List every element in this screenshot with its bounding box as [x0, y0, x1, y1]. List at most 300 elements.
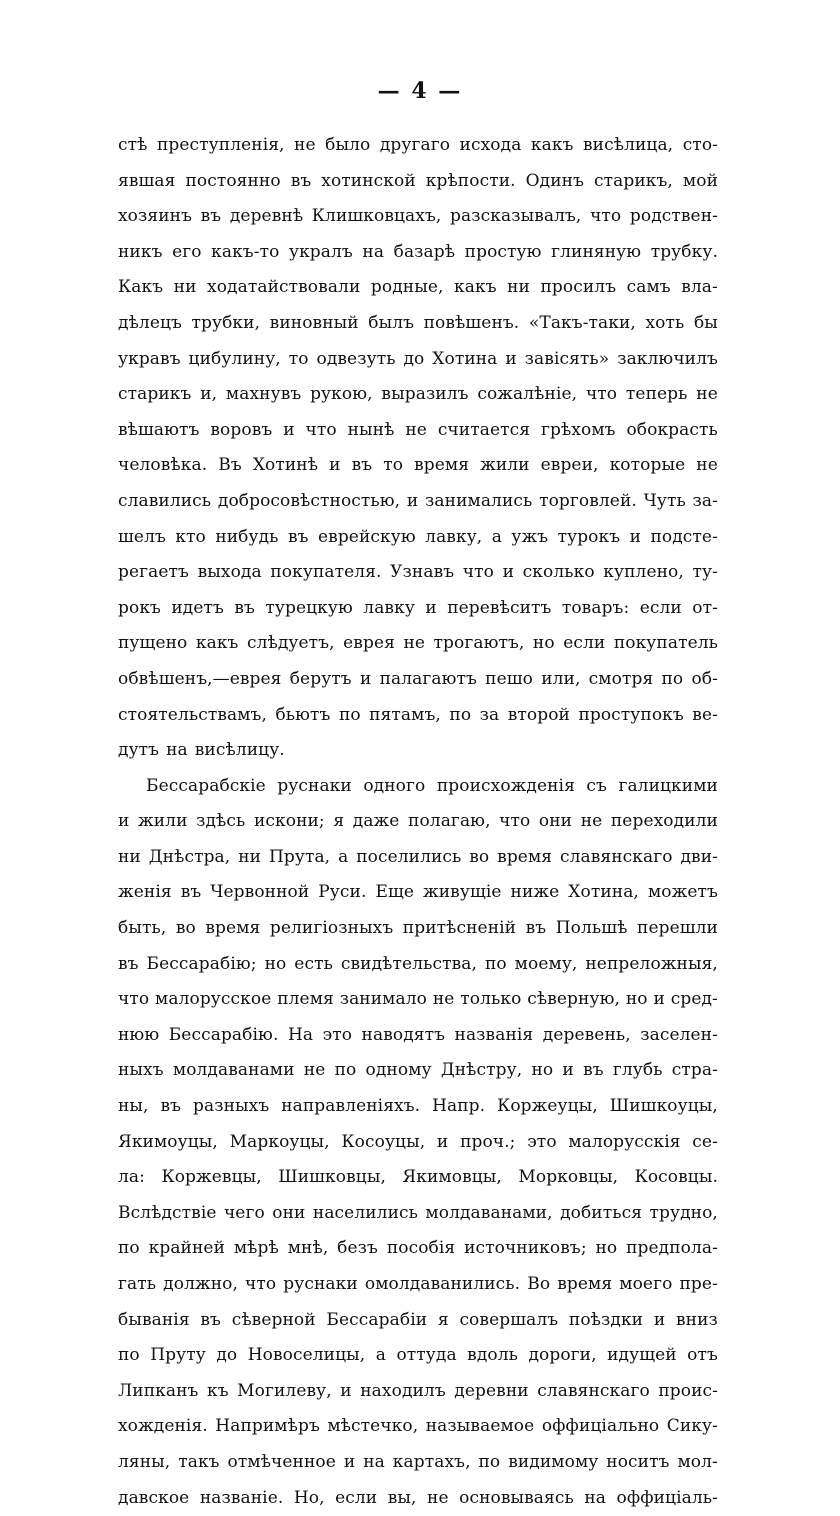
- text-line: [118, 270, 718, 306]
- text-word: и: [562, 1060, 574, 1081]
- text-word: выразилъ: [381, 384, 469, 405]
- text-word: хожденія.: [118, 1416, 208, 1437]
- text-word: вдоль: [467, 1345, 518, 1366]
- text-line: [118, 555, 718, 591]
- text-word: рокъ: [118, 597, 161, 618]
- text-word: сѣверной: [231, 1309, 316, 1330]
- text-word: глиняную: [551, 241, 642, 262]
- text-word: Хотина: [432, 348, 498, 369]
- text-word: базарѣ: [393, 241, 456, 262]
- text-word: мой: [682, 170, 718, 191]
- text-word: и: [505, 348, 517, 369]
- text-word: разныхъ: [193, 1096, 270, 1117]
- text-word: Какъ: [118, 277, 164, 298]
- text-word: носитъ: [606, 1451, 670, 1472]
- text-line: [118, 947, 718, 983]
- text-word: Липканъ: [118, 1380, 199, 1401]
- text-word: проч.;: [460, 1131, 516, 1152]
- text-word: кто: [175, 526, 206, 547]
- text-word: находилъ: [360, 1380, 446, 1401]
- text-word: то: [288, 348, 309, 369]
- text-word: и,: [200, 384, 218, 405]
- text-word: это: [322, 1024, 353, 1045]
- text-word: славянскаго: [560, 846, 673, 867]
- text-line: [118, 306, 718, 342]
- text-word: если: [639, 597, 682, 618]
- text-word: пре-: [679, 1274, 718, 1294]
- text-word: оттуда: [396, 1345, 457, 1366]
- text-word: въ: [351, 455, 373, 476]
- text-word: а: [491, 526, 502, 547]
- text-word: покупателя.: [270, 562, 382, 583]
- text-word: висѣлица,: [583, 135, 674, 155]
- text-word: въ: [583, 1060, 604, 1081]
- text-word: нюю: [118, 1024, 160, 1045]
- text-word: Бессарабскіе: [146, 775, 266, 796]
- text-word: куплено,: [603, 562, 684, 583]
- text-word: Могилеву,: [237, 1380, 332, 1401]
- text-word: мол-: [677, 1451, 718, 1472]
- text-word: по: [338, 704, 361, 725]
- text-word: такъ: [178, 1451, 220, 1472]
- text-word: женія: [118, 882, 172, 903]
- text-word: се-: [692, 1131, 718, 1152]
- text-word: поселились: [356, 846, 462, 867]
- text-word: ниже: [510, 882, 560, 903]
- text-word: дутъ: [118, 740, 160, 761]
- text-line: [118, 1018, 718, 1054]
- text-word: берутъ: [289, 668, 352, 689]
- text-word: что: [305, 419, 337, 440]
- text-word: вы,: [387, 1487, 417, 1508]
- text-word: на: [362, 241, 385, 262]
- text-word: и: [118, 811, 130, 832]
- text-word: отъ: [687, 1345, 718, 1366]
- text-word: направленіяхъ.: [281, 1096, 421, 1117]
- text-word: просилъ: [540, 277, 617, 298]
- text-word: по: [334, 1060, 357, 1081]
- text-word: стра-: [671, 1060, 718, 1081]
- text-word: по: [118, 1238, 140, 1259]
- text-line: [118, 1196, 718, 1232]
- text-word: Напр.: [432, 1096, 486, 1117]
- text-word: Одинъ: [525, 170, 585, 191]
- text-word: въ: [234, 597, 255, 618]
- text-word: ныхъ: [118, 1060, 164, 1081]
- text-word: преступленія,: [156, 135, 285, 155]
- text-word: перешли: [637, 918, 718, 939]
- text-word: было: [325, 135, 371, 155]
- text-word: Морковцы,: [518, 1167, 619, 1188]
- text-word: время: [557, 1274, 613, 1294]
- text-word: Чуть: [643, 490, 686, 511]
- text-word: но: [531, 1060, 554, 1081]
- text-word: трубку.: [650, 241, 718, 262]
- text-line: [118, 804, 718, 840]
- body-text: [118, 128, 718, 1516]
- text-word: Коржевцы,: [161, 1167, 262, 1188]
- text-word: за: [479, 704, 500, 725]
- text-word: Во: [527, 1274, 551, 1294]
- text-word: перевѣситъ: [447, 597, 552, 618]
- text-line: [118, 591, 718, 627]
- text-word: ужъ: [511, 526, 549, 547]
- text-word: и: [653, 1309, 666, 1330]
- text-word: занимались: [425, 490, 533, 511]
- text-word: молдаванами,: [425, 1202, 553, 1223]
- text-word: по: [118, 1345, 140, 1366]
- text-word: и: [359, 668, 372, 689]
- text-line: [118, 235, 718, 271]
- text-word: проступокъ: [578, 704, 684, 725]
- text-word: Пруту: [150, 1345, 206, 1366]
- text-word: въ: [290, 170, 312, 191]
- text-word: ни: [507, 277, 530, 298]
- text-word: что: [245, 1274, 277, 1294]
- text-line: [118, 1445, 718, 1481]
- text-word: переходили: [610, 811, 718, 832]
- text-word: и: [283, 419, 295, 440]
- text-word: пятамъ,: [369, 704, 441, 725]
- text-word: время: [205, 918, 261, 939]
- text-word: явшая: [118, 170, 176, 191]
- text-word: Руси.: [318, 882, 367, 903]
- text-word: время: [497, 846, 553, 867]
- text-word: сожалѣніе,: [477, 384, 578, 405]
- text-line: [118, 769, 718, 805]
- text-line: [118, 1409, 718, 1445]
- text-word: стѣ: [118, 135, 148, 155]
- text-word: старикъ,: [594, 170, 673, 191]
- text-word: и: [629, 526, 642, 547]
- text-word: пособія: [386, 1238, 456, 1259]
- text-word: не: [696, 455, 718, 476]
- text-word: сколько: [522, 562, 595, 583]
- text-line: [118, 1303, 718, 1339]
- text-word: галицкими: [618, 775, 718, 796]
- text-word: за-: [692, 490, 718, 511]
- text-word: но: [625, 989, 648, 1010]
- text-word: что: [499, 811, 531, 832]
- text-word: ве-: [692, 704, 718, 725]
- text-word: Шишкоуцы,: [609, 1096, 718, 1117]
- text-word: деревнѣ: [229, 206, 304, 227]
- text-word: и: [653, 989, 665, 1010]
- text-word: на: [363, 1451, 385, 1472]
- text-word: совершалъ: [459, 1309, 559, 1330]
- text-word: мнѣ,: [287, 1238, 329, 1259]
- text-word: ни: [238, 846, 262, 867]
- text-word: заключилъ: [617, 348, 718, 369]
- text-word: руснаки: [283, 1274, 358, 1294]
- text-word: гать: [118, 1274, 157, 1294]
- text-word: Но,: [293, 1487, 325, 1508]
- text-word: не: [303, 1060, 326, 1081]
- text-word: ту-: [692, 562, 718, 583]
- text-word: я: [437, 1309, 449, 1330]
- text-word: по: [661, 668, 684, 689]
- text-line: [118, 733, 718, 769]
- text-word: нибудь: [215, 526, 279, 547]
- text-line: [118, 982, 718, 1018]
- text-line: [118, 484, 718, 520]
- text-word: Польшѣ: [555, 918, 628, 939]
- text-word: торговлей.: [539, 490, 637, 511]
- text-word: Маркоуцы,: [229, 1131, 330, 1152]
- text-word: проис-: [658, 1380, 718, 1401]
- text-word: евреи,: [540, 455, 599, 476]
- text-line: [118, 1481, 718, 1516]
- text-word: въ: [287, 526, 309, 547]
- text-word: лавку: [363, 597, 415, 618]
- text-word: нынѣ: [347, 419, 395, 440]
- text-word: по: [478, 1451, 501, 1472]
- text-word: оффиціально: [541, 1416, 660, 1437]
- text-word: руснаки: [277, 775, 352, 796]
- text-word: «Такъ-таки,: [528, 312, 636, 333]
- text-line: [118, 626, 718, 662]
- text-word: какъ: [530, 135, 574, 155]
- text-word: полагаю,: [408, 811, 491, 832]
- text-word: славились: [118, 490, 212, 511]
- text-word: Въ: [218, 455, 242, 476]
- text-word: до: [216, 1345, 238, 1366]
- text-word: еврея: [343, 633, 395, 654]
- text-word: и: [425, 597, 437, 618]
- text-word: турецкую: [265, 597, 353, 618]
- text-word: Якимовцы,: [402, 1167, 502, 1188]
- text-word: съ: [586, 775, 607, 796]
- text-word: идетъ: [171, 597, 224, 618]
- text-word: не: [580, 811, 603, 832]
- text-word: дви-: [680, 846, 718, 867]
- text-word: основываясь: [459, 1487, 574, 1508]
- text-word: второй: [507, 704, 570, 725]
- text-word: обокрасть: [626, 419, 718, 440]
- text-word: исхода: [459, 135, 522, 155]
- text-word: но: [532, 633, 555, 654]
- text-word: добросовѣстностью,: [217, 490, 401, 511]
- text-word: повѣшенъ.: [423, 312, 520, 333]
- text-word: ни: [173, 277, 197, 298]
- text-word: турокъ: [557, 526, 621, 547]
- text-word: шелъ: [118, 526, 166, 547]
- text-word: сред-: [670, 989, 718, 1010]
- text-word: только: [460, 989, 522, 1010]
- text-word: что: [585, 384, 618, 405]
- text-line: [118, 413, 718, 449]
- text-word: не: [405, 419, 427, 440]
- text-word: малорусское: [155, 989, 272, 1010]
- text-word: что: [590, 206, 622, 227]
- text-word: старикъ: [118, 384, 192, 405]
- text-word: Косоуцы,: [341, 1131, 426, 1152]
- text-word: мѣстечко,: [327, 1416, 419, 1437]
- text-word: Хотина,: [568, 882, 639, 903]
- text-word: человѣка.: [118, 455, 208, 476]
- text-word: и: [340, 1380, 352, 1401]
- text-line: [118, 448, 718, 484]
- text-word: во: [175, 918, 196, 939]
- text-word: Червонной: [210, 882, 310, 903]
- text-word: одвезуть: [316, 348, 396, 369]
- text-word: деревни: [454, 1380, 529, 1401]
- text-word: это: [527, 1131, 557, 1152]
- text-word: происхожденія: [436, 775, 575, 796]
- text-word: деревень,: [542, 1024, 631, 1045]
- text-word: Шишковцы,: [278, 1167, 386, 1188]
- text-word: и: [406, 490, 419, 511]
- text-word: одного: [363, 775, 426, 796]
- text-word: покупатель: [613, 633, 718, 654]
- text-word: а: [338, 846, 349, 867]
- text-word: населились: [312, 1202, 418, 1223]
- text-word: махнувъ: [225, 384, 302, 405]
- text-word: былъ: [368, 312, 415, 333]
- text-word: время: [414, 455, 470, 476]
- text-word: подсте-: [650, 526, 718, 547]
- text-word: и: [436, 1131, 449, 1152]
- text-word: искони;: [253, 811, 325, 832]
- text-word: на: [166, 740, 188, 761]
- text-word: укравъ: [118, 348, 181, 369]
- text-word: простую: [464, 241, 542, 262]
- text-word: обвѣшенъ,—еврея: [118, 668, 282, 689]
- text-word: омолдаванились.: [364, 1274, 521, 1294]
- text-word: выхода: [197, 562, 262, 583]
- text-word: хотинской: [321, 170, 416, 191]
- text-word: родные,: [370, 277, 444, 298]
- text-word: притѣсненій: [402, 918, 517, 939]
- text-word: хоть: [645, 312, 685, 333]
- text-word: слѣдуетъ,: [246, 633, 335, 654]
- text-word: картахъ,: [392, 1451, 471, 1472]
- text-word: какъ: [454, 277, 497, 298]
- text-line: [118, 199, 718, 235]
- text-word: или,: [541, 668, 581, 689]
- text-line: [118, 1125, 718, 1161]
- text-word: они: [538, 811, 573, 832]
- text-word: глубь: [612, 1060, 663, 1081]
- text-word: но: [595, 1238, 618, 1259]
- text-word: дороги,: [528, 1345, 597, 1366]
- text-word: видимому: [508, 1451, 599, 1472]
- text-word: на: [584, 1487, 606, 1508]
- text-word: его: [172, 241, 202, 262]
- text-word: Прута,: [268, 846, 331, 867]
- text-word: отмѣченное: [227, 1451, 336, 1472]
- text-word: должно,: [163, 1274, 238, 1294]
- text-word: моему,: [514, 953, 578, 974]
- text-word: чего: [223, 1202, 265, 1223]
- text-word: ла:: [118, 1167, 145, 1188]
- text-word: ляны,: [118, 1451, 171, 1472]
- text-word: Днѣстра,: [148, 846, 231, 867]
- text-word: Бессарабіи: [326, 1309, 428, 1330]
- text-word: то: [383, 455, 404, 476]
- text-word: моего: [619, 1274, 673, 1294]
- text-word: въ: [525, 918, 547, 939]
- text-word: ни: [118, 846, 141, 867]
- text-word: вла-: [681, 277, 718, 298]
- text-word: ходатайствовали: [207, 277, 361, 298]
- text-word: добиться: [560, 1202, 643, 1223]
- text-line: [118, 1089, 718, 1125]
- text-word: въ: [180, 882, 202, 903]
- text-line: [118, 1267, 718, 1303]
- text-word: заселен-: [640, 1024, 718, 1045]
- text-word: вѣшаютъ: [118, 419, 200, 440]
- text-word: непреложныя,: [585, 953, 718, 974]
- text-word: предпола-: [626, 1238, 718, 1259]
- text-word: другаго: [379, 135, 451, 155]
- text-word: и: [502, 562, 515, 583]
- text-word: палагаютъ: [379, 668, 477, 689]
- text-word: Сику-: [666, 1416, 718, 1437]
- text-line: [118, 662, 718, 698]
- text-word: сѣверную,: [527, 989, 620, 1010]
- text-word: Напримѣръ: [215, 1416, 320, 1437]
- text-word: давское: [118, 1487, 190, 1508]
- text-word: хозяинъ: [118, 206, 192, 227]
- text-word: Якимоуцы,: [118, 1131, 218, 1152]
- text-word: регаетъ: [118, 562, 189, 583]
- text-word: Узнавъ: [390, 562, 455, 583]
- text-word: Еще: [375, 882, 415, 903]
- text-line: [118, 1160, 718, 1196]
- text-word: укралъ: [288, 241, 353, 262]
- text-word: по: [484, 953, 507, 974]
- text-word: молдаванами: [172, 1060, 295, 1081]
- text-word: трогаютъ,: [433, 633, 525, 654]
- text-word: бы: [693, 312, 718, 333]
- text-word: трубки,: [191, 312, 261, 333]
- text-word: источниковъ;: [464, 1238, 587, 1259]
- text-word: они: [272, 1202, 306, 1223]
- text-word: можетъ: [647, 882, 718, 903]
- text-line: [118, 520, 718, 556]
- text-word: рукою,: [310, 384, 373, 405]
- text-line: [118, 698, 718, 734]
- text-word: от-: [692, 597, 718, 618]
- text-word: не: [696, 384, 718, 405]
- text-word: вниз: [675, 1309, 718, 1330]
- text-word: никъ: [118, 241, 163, 262]
- text-word: не: [403, 633, 426, 654]
- text-word: здѣсь: [196, 811, 246, 832]
- text-word: въ: [200, 1309, 221, 1330]
- text-word: Клишковцахъ,: [311, 206, 442, 227]
- text-word: даже: [352, 811, 400, 832]
- text-word: смотря: [588, 668, 654, 689]
- text-word: и: [329, 455, 341, 476]
- text-word: названіе.: [199, 1487, 284, 1508]
- text-line: [118, 840, 718, 876]
- text-word: поѣздки: [568, 1309, 644, 1330]
- text-word: лавку,: [425, 526, 483, 547]
- text-word: наводятъ: [361, 1024, 446, 1045]
- text-word: Бессарабію.: [168, 1024, 279, 1045]
- text-word: теперь: [625, 384, 688, 405]
- text-line: [118, 342, 718, 378]
- text-word: воровъ: [210, 419, 273, 440]
- text-word: какъ: [195, 633, 239, 654]
- text-word: не: [294, 135, 316, 155]
- text-word: родствен-: [629, 206, 718, 227]
- text-word: Новоселицы,: [247, 1345, 366, 1366]
- text-word: быванія: [118, 1309, 190, 1330]
- text-line: [118, 875, 718, 911]
